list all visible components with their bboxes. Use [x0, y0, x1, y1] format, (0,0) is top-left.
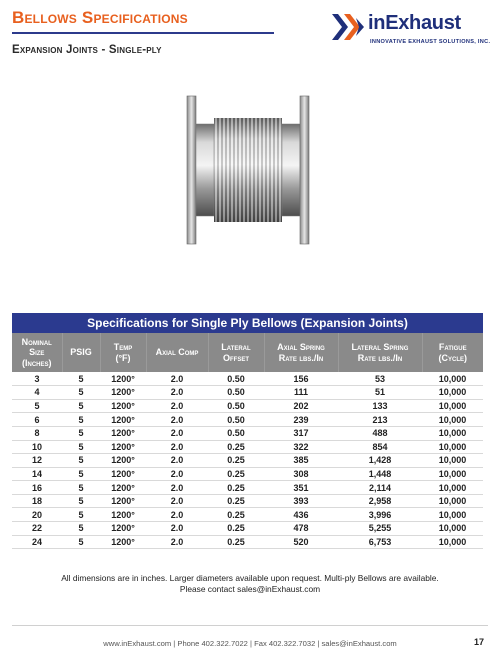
table-cell: 10,000: [422, 508, 483, 522]
table-cell: 0.50: [208, 426, 264, 440]
table-row: [12, 413, 483, 427]
table-cell: 5: [62, 440, 100, 454]
table-row: [12, 426, 483, 440]
table-cell: 5: [62, 467, 100, 481]
table-cell: 5: [62, 399, 100, 413]
table-cell: 6,753: [338, 535, 422, 549]
table-cell: 351: [264, 481, 338, 495]
footer-contact: www.inExhaust.com | Phone 402.322.7022 | Fax 402.322.7032 | sales@inExhaust.com: [103, 639, 397, 648]
table-cell: 156: [264, 372, 338, 386]
table-cell: 10,000: [422, 399, 483, 413]
table-cell: 1200°: [100, 454, 146, 468]
col-axial-comp: Axial Comp: [146, 333, 208, 372]
table-cell: 1200°: [100, 413, 146, 427]
table-cell: 5,255: [338, 522, 422, 536]
table-cell: 5: [62, 454, 100, 468]
table-cell: 5: [62, 426, 100, 440]
table-cell: 5: [62, 494, 100, 508]
table-row: [12, 399, 483, 413]
footer-divider: [12, 625, 488, 626]
title-divider: [12, 32, 274, 34]
table-cell: 10,000: [422, 535, 483, 549]
table-cell: 14: [12, 467, 62, 481]
table-cell: 317: [264, 426, 338, 440]
table-cell: 1,428: [338, 454, 422, 468]
table-cell: 3,996: [338, 508, 422, 522]
table-cell: 393: [264, 494, 338, 508]
table-cell: 2.0: [146, 372, 208, 386]
table-cell: 10,000: [422, 481, 483, 495]
table-row: [12, 508, 483, 522]
table-cell: 10: [12, 440, 62, 454]
col-lateral-offset: Lateral Offset: [208, 333, 264, 372]
table-cell: 0.25: [208, 467, 264, 481]
table-cell: 1200°: [100, 399, 146, 413]
bellows-expansion-joint-image: [175, 90, 325, 250]
table-cell: 10,000: [422, 372, 483, 386]
table-row: [12, 467, 483, 481]
table-cell: 1200°: [100, 508, 146, 522]
table-cell: 0.50: [208, 413, 264, 427]
col-temp: Temp (°F): [100, 333, 146, 372]
table-cell: 111: [264, 386, 338, 400]
table-cell: 308: [264, 467, 338, 481]
table-cell: 10,000: [422, 454, 483, 468]
table-cell: 10,000: [422, 440, 483, 454]
logo-x-icon: [330, 12, 366, 42]
table-cell: 24: [12, 535, 62, 549]
table-cell: 0.25: [208, 522, 264, 536]
page-number: 17: [473, 637, 484, 647]
col-nominal-size: Nominal Size (Inches): [12, 333, 62, 372]
table-cell: 5: [62, 535, 100, 549]
table-cell: 4: [12, 386, 62, 400]
page-title: Bellows Specifications: [12, 8, 188, 27]
table-cell: 22: [12, 522, 62, 536]
table-cell: 2.0: [146, 481, 208, 495]
table-cell: 436: [264, 508, 338, 522]
table-cell: 2.0: [146, 467, 208, 481]
table-cell: 2.0: [146, 535, 208, 549]
table-cell: 0.25: [208, 508, 264, 522]
table-cell: 0.25: [208, 535, 264, 549]
table-cell: 5: [62, 386, 100, 400]
table-cell: 2.0: [146, 399, 208, 413]
table-cell: 10,000: [422, 386, 483, 400]
table-cell: 2.0: [146, 413, 208, 427]
table-cell: 3: [12, 372, 62, 386]
table-cell: 0.25: [208, 494, 264, 508]
table-row: [12, 535, 483, 549]
table-cell: 213: [338, 413, 422, 427]
table-row: [12, 454, 483, 468]
table-cell: 0.25: [208, 440, 264, 454]
table-cell: 53: [338, 372, 422, 386]
table-cell: 20: [12, 508, 62, 522]
table-cell: 1200°: [100, 481, 146, 495]
table-cell: 2,958: [338, 494, 422, 508]
table-cell: 0.50: [208, 372, 264, 386]
table-cell: 0.50: [208, 399, 264, 413]
table-cell: 5: [12, 399, 62, 413]
table-cell: 10,000: [422, 467, 483, 481]
table-cell: 1,448: [338, 467, 422, 481]
table-cell: 1200°: [100, 440, 146, 454]
table-row: [12, 372, 483, 386]
table-cell: 5: [62, 413, 100, 427]
table-cell: 385: [264, 454, 338, 468]
table-cell: 8: [12, 426, 62, 440]
table-cell: 322: [264, 440, 338, 454]
col-lateral-spring-rate: Lateral Spring Rate lbs./In: [338, 333, 422, 372]
table-cell: 2.0: [146, 426, 208, 440]
table-cell: 478: [264, 522, 338, 536]
table-cell: 488: [338, 426, 422, 440]
table-cell: 2.0: [146, 508, 208, 522]
company-logo: [330, 10, 490, 54]
table-cell: 10,000: [422, 494, 483, 508]
logo-wordmark: inExhaust: [368, 12, 461, 34]
table-cell: 0.25: [208, 454, 264, 468]
table-cell: 239: [264, 413, 338, 427]
table-row: [12, 494, 483, 508]
logo-tagline: INNOVATIVE EXHAUST SOLUTIONS, INC.: [370, 39, 491, 45]
table-cell: 2.0: [146, 440, 208, 454]
table-cell: 5: [62, 481, 100, 495]
bellows-spec-table: [12, 313, 483, 549]
col-fatigue: Fatigue (Cycle): [422, 333, 483, 372]
page-subtitle: Expansion Joints - Single-ply: [12, 44, 162, 56]
table-cell: 1200°: [100, 386, 146, 400]
table-cell: 520: [264, 535, 338, 549]
table-cell: 10,000: [422, 413, 483, 427]
table-cell: 0.25: [208, 481, 264, 495]
table-cell: 133: [338, 399, 422, 413]
table-cell: 51: [338, 386, 422, 400]
table-cell: 12: [12, 454, 62, 468]
table-cell: 6: [12, 413, 62, 427]
table-cell: 1200°: [100, 535, 146, 549]
table-cell: 10,000: [422, 522, 483, 536]
table-cell: 18: [12, 494, 62, 508]
table-cell: 5: [62, 522, 100, 536]
footnote-line-1: All dimensions are in inches. Larger diameters available upon request. Multi-ply Bellows are available.: [61, 573, 439, 583]
table-row: [12, 522, 483, 536]
footnote-line-2: Please contact sales@inExhaust.com: [179, 583, 321, 594]
table-row: [12, 386, 483, 400]
table-cell: 5: [62, 372, 100, 386]
table-cell: 1200°: [100, 522, 146, 536]
footnote: [0, 573, 500, 595]
table-row: [12, 440, 483, 454]
table-cell: 854: [338, 440, 422, 454]
table-cell: 1200°: [100, 372, 146, 386]
table-cell: 2.0: [146, 386, 208, 400]
col-axial-spring-rate: Axial Spring Rate lbs./In: [264, 333, 338, 372]
table-cell: 10,000: [422, 426, 483, 440]
table-cell: 2.0: [146, 522, 208, 536]
table-cell: 2.0: [146, 494, 208, 508]
table-cell: 2,114: [338, 481, 422, 495]
table-header-row: [12, 333, 483, 372]
col-psig: PSIG: [62, 333, 100, 372]
table-cell: 5: [62, 508, 100, 522]
table-cell: 1200°: [100, 494, 146, 508]
table-cell: 1200°: [100, 426, 146, 440]
table-cell: 2.0: [146, 454, 208, 468]
table-cell: 0.50: [208, 386, 264, 400]
table-cell: 16: [12, 481, 62, 495]
table-cell: 1200°: [100, 467, 146, 481]
table-cell: 202: [264, 399, 338, 413]
table-caption: Specifications for Single Ply Bellows (Expansion Joints): [12, 313, 483, 333]
table-body: [12, 372, 483, 549]
table-row: [12, 481, 483, 495]
